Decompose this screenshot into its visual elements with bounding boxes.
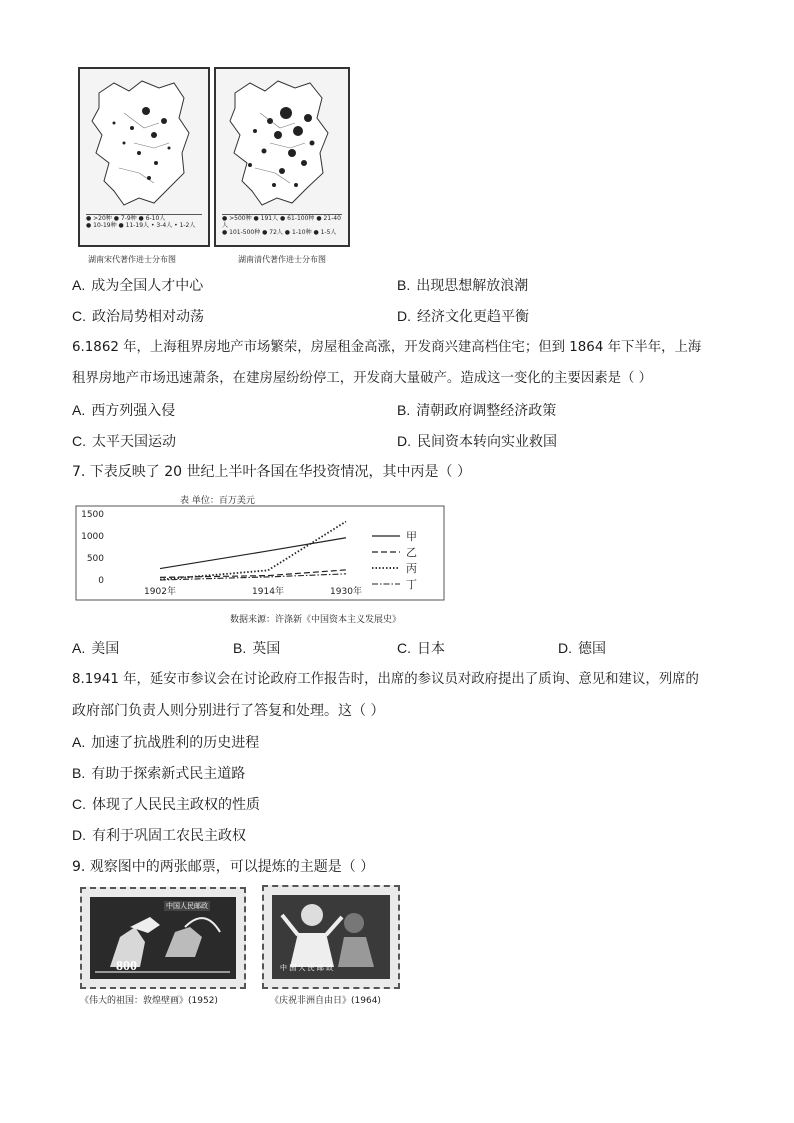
q8-option-c[interactable]	[72, 795, 260, 814]
series-line-丙	[160, 521, 346, 579]
q6-stem-line-2: 租界房地产市场迅速萧条，在建房屋纷纷停工，开发商大量破产。造成这一变化的主要因素是（ ）	[72, 371, 653, 386]
q8-stem-line-2: 政府部门负责人则分别进行了答复和处理。这（ ）	[72, 703, 385, 719]
q8-option-b[interactable]	[72, 764, 245, 783]
q5-option-a[interactable]	[72, 276, 203, 295]
option-text: 经济文化更趋平衡	[417, 309, 529, 325]
q7-option-d[interactable]	[558, 639, 606, 658]
investment-chart	[72, 490, 452, 630]
legend-label: 乙	[406, 546, 417, 559]
option-letter: D.	[558, 640, 572, 656]
option-text: 美国	[91, 641, 120, 657]
qing-map-caption: 湖南清代著作进士分布图	[238, 255, 326, 264]
qing-map-legend	[222, 214, 342, 241]
option-text: 清朝政府调整经济政策	[416, 403, 557, 419]
option-letter: A.	[72, 277, 86, 293]
dunhuang-stamp-artwork	[90, 897, 236, 979]
q7-stem: 7. 下表反映了 20 世纪上半叶各国在华投资情况，其中丙是（ ）	[72, 464, 471, 480]
y-tick-label: 0	[98, 576, 104, 586]
dunhuang-mural-image	[90, 897, 236, 979]
q6-stem-line-1: 6.1862 年，上海租界房地产市场繁荣，房屋租金高涨，开发商兴建高档住宅；但到 1864 年下半年，上海	[72, 340, 702, 355]
q9-stem: 9. 观察图中的两张邮票，可以提炼的主题是（ ）	[72, 859, 375, 875]
option-text: 有利于巩固工农民主政权	[92, 828, 246, 844]
q8-stem-line-1: 8.1941 年，延安市参议会在讨论政府工作报告时，出席的参议员对政府提出了质询、意见和建议，列席的	[72, 672, 699, 687]
africa-stamp-artwork	[272, 895, 390, 979]
option-letter: C.	[397, 640, 411, 656]
option-text: 政治局势相对动荡	[92, 309, 204, 325]
song-map-caption: 湖南宋代著作进士分布图	[88, 255, 176, 264]
song-map-legend	[86, 214, 202, 241]
legend-label: 丙	[406, 562, 417, 575]
option-letter: A.	[72, 640, 86, 656]
song-legend-row: ● >20种 ● 7-9种 ● 6-10人	[86, 215, 166, 222]
africa-stamp	[262, 885, 400, 989]
q5-option-c[interactable]	[72, 307, 204, 326]
q7-option-a[interactable]	[72, 639, 119, 658]
option-text: 成为全国人才中心	[91, 278, 204, 294]
dunhuang-stamp-caption: 《伟大的祖国：敦煌壁画》(1952)	[80, 996, 218, 1006]
option-text: 出现思想解放浪潮	[416, 278, 529, 294]
option-letter: A.	[72, 734, 86, 750]
option-letter: B.	[397, 402, 411, 418]
option-text: 日本	[417, 641, 445, 657]
option-letter: D.	[397, 433, 411, 449]
option-letter: B.	[233, 640, 247, 656]
legend-label: 丁	[406, 578, 417, 591]
option-text: 体现了人民民主政权的性质	[92, 797, 260, 813]
x-tick-label: 1930年	[330, 587, 362, 597]
option-text: 民间资本转向实业救国	[417, 434, 557, 450]
option-letter: C.	[72, 308, 86, 324]
qing-legend-row: ● >500种 ● 191人 ● 61-100种 ● 21-40人	[222, 215, 341, 229]
option-text: 太平天国运动	[92, 434, 176, 450]
q7-option-b[interactable]	[233, 639, 280, 658]
q5-option-b[interactable]	[397, 276, 528, 295]
series-line-乙	[160, 570, 346, 577]
option-letter: D.	[72, 827, 86, 843]
series-line-甲	[160, 538, 346, 569]
y-tick-label: 500	[86, 554, 104, 564]
q6-option-b[interactable]	[397, 401, 556, 420]
dunhuang-stamp	[80, 887, 246, 989]
africa-stamp-header: 中 国 人 民 邮 政	[280, 964, 334, 972]
q6-option-c[interactable]	[72, 432, 176, 451]
option-letter: D.	[397, 308, 411, 324]
option-text: 英国	[252, 641, 281, 657]
q6-option-d[interactable]	[397, 432, 557, 451]
dunhuang-stamp-header: 中国人民邮政	[166, 902, 208, 910]
option-text: 加速了抗战胜利的历史进程	[91, 735, 260, 751]
y-tick-label: 1000	[81, 532, 104, 542]
africa-stamp-caption: 《庆祝非洲自由日》(1964)	[270, 996, 381, 1006]
option-letter: C.	[72, 433, 86, 449]
song-map-image	[84, 73, 204, 213]
option-letter: B.	[397, 277, 411, 293]
song-map-panel	[78, 67, 210, 247]
q5-option-d[interactable]	[397, 307, 529, 326]
x-tick-label: 1902年	[144, 587, 176, 597]
qing-map-panel	[214, 67, 350, 247]
chart-source: 数据来源：许涤新《中国资本主义发展史》	[230, 615, 402, 625]
legend-label: 甲	[406, 530, 417, 543]
option-letter: A.	[72, 402, 86, 418]
y-tick-label: 1500	[81, 510, 104, 520]
song-legend-row: ● 10-19种 ● 11-19人 • 3-4人 • 1-2人	[86, 222, 196, 229]
x-tick-label: 1914年	[252, 587, 284, 597]
chart-frame	[76, 506, 444, 600]
q7-option-c[interactable]	[397, 639, 445, 658]
q8-option-d[interactable]	[72, 826, 246, 845]
option-letter: B.	[72, 765, 86, 781]
option-letter: C.	[72, 796, 86, 812]
qing-map-image	[220, 73, 344, 213]
option-text: 德国	[578, 641, 606, 657]
q8-option-a[interactable]	[72, 733, 259, 752]
option-text: 有助于探索新式民主道路	[91, 766, 246, 782]
q6-option-a[interactable]	[72, 401, 175, 420]
option-text: 西方列强入侵	[91, 403, 176, 419]
chart-title: 表 单位：百万美元	[180, 496, 255, 506]
dunhuang-stamp-value: 800	[116, 959, 137, 974]
qing-legend-row: ● 101-500种 ● 72人 ● 1-10种 ● 1-5人	[222, 229, 337, 236]
